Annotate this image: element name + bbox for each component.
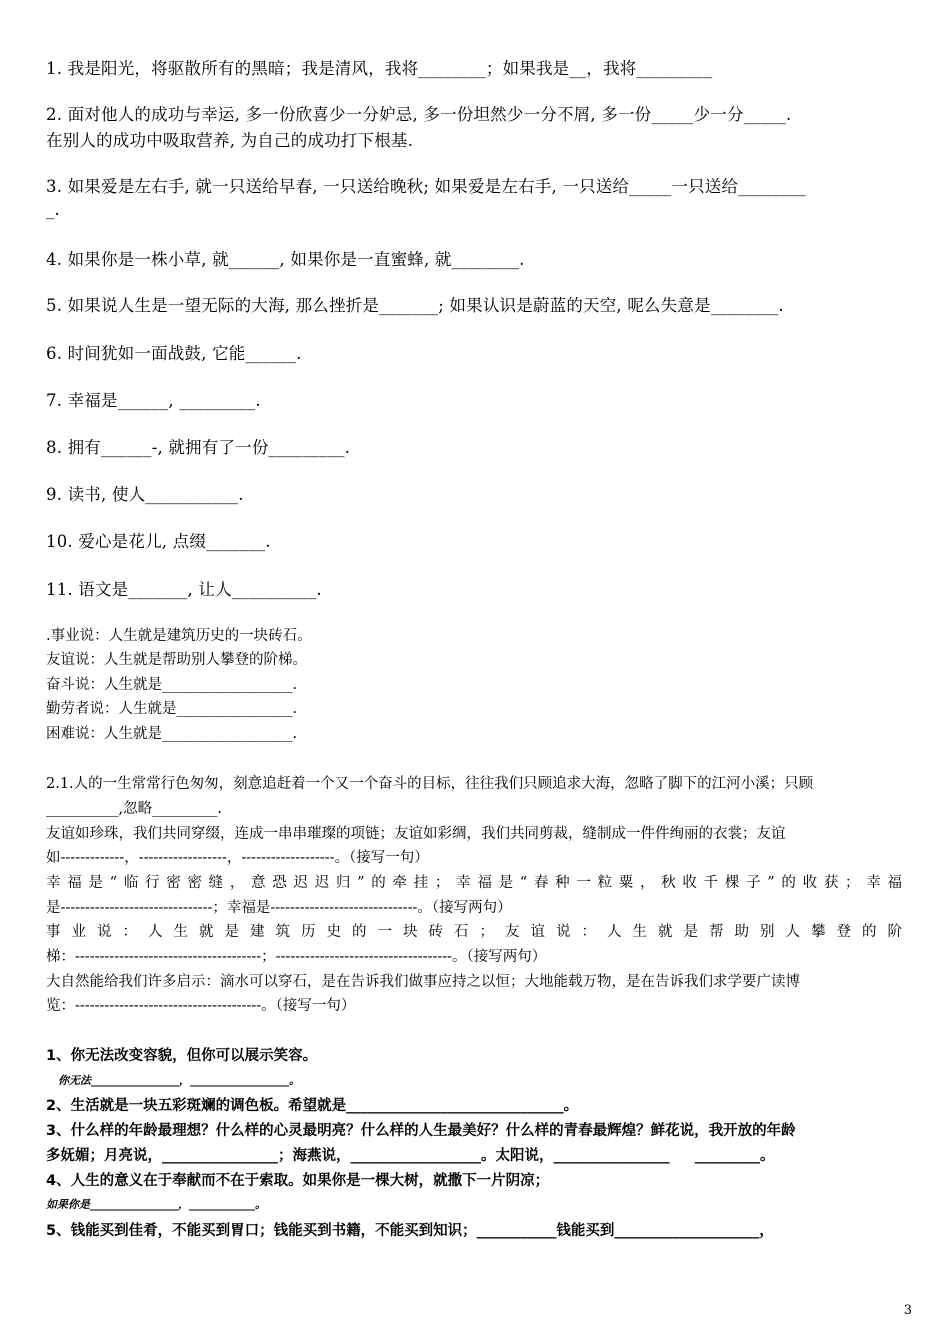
item-4: 4、人生的意义在于奉献而不在于索取。如果你是一棵大树，就撒下一片阴凉； <box>46 1173 550 1189</box>
question-5: 5. 如果说人生是一望无际的大海, 那么挫折是_______; 如果认识是蔚蓝的天空, 呢么失意是________. <box>46 296 784 315</box>
nature-para-cont: 览：--------------------------------------。（接写一句） <box>46 998 356 1014</box>
career-says: .事业说：人生就是建筑历史的一块砖石。 <box>46 628 312 644</box>
item-2: 2、生活就是一块五彩斑斓的调色板。希望就是______________________________。 <box>46 1098 579 1114</box>
item-4-answer-line: 如果你是________________，____________。 <box>46 1198 266 1211</box>
question-7: 7. 幸福是______, _________. <box>46 391 261 410</box>
question-2: 2. 面对他人的成功与幸运, 多一份欣喜少一分妒忌, 多一份坦然少一分不屑, 多一份_____少一分_____. <box>46 105 792 124</box>
career-para-cont: 梯：--------------------------------------；------------------------------------。（接写两句） <box>46 949 547 965</box>
item-5: 5、钱能买到佳肴，不能买到胃口；钱能买到书籍，不能买到知识；___________钱能买到____________________， <box>46 1223 774 1239</box>
item-1: 1、你无法改变容貌，但你可以展示笑容。 <box>46 1048 318 1064</box>
item-3: 3、什么样的年龄最理想？什么样的心灵最明亮？什么样的人生最美好？什么样的青春最辉煌？鲜花说，我开放的年龄 <box>46 1123 796 1139</box>
career-para: 事业说：人生就是建筑历史的一块砖石；友谊说：人生就是帮助别人攀登的阶 <box>46 924 902 940</box>
para-2-1-cont: __________,忽略_________. <box>46 801 222 817</box>
nature-para: 大自然能给我们许多启示：滴水可以穿石，是在告诉我们做事应持之以恒；大地能载万物，是在告诉我们求学要广读博 <box>46 974 800 990</box>
friendship-para: 友谊如珍珠，我们共同穿缀，连成一串串璀璨的项链；友谊如彩绸，我们共同剪裁，缝制成一件件绚丽的衣裳；友谊 <box>46 826 786 842</box>
question-6: 6. 时间犹如一面战鼓, 它能______. <box>46 344 302 363</box>
question-9: 9. 读书, 使人___________. <box>46 485 244 504</box>
question-11: 11. 语文是_______, 让人__________. <box>46 580 322 599</box>
friendship-para-cont: 如-------------，------------------，-------------------。（接写一句） <box>46 850 429 866</box>
happiness-para-cont: 是-------------------------------；幸福是------------------------------。（接写两句） <box>46 900 512 916</box>
worker-says: 勤劳者说：人生就是________________. <box>46 701 298 717</box>
difficulty-says: 困难说：人生就是__________________. <box>46 726 298 742</box>
question-2-cont: 在别人的成功中吸取营养, 为自己的成功打下根基. <box>46 131 414 150</box>
item-3-cont: 多妩媚；月亮说，________________；海燕说，__________________。太阳说，________________ _________。 <box>46 1148 775 1164</box>
friendship-says: 友谊说：人生就是帮助别人攀登的阶梯。 <box>46 652 307 668</box>
question-4: 4. 如果你是一株小草, 就______, 如果你是一直蜜蜂, 就________. <box>46 250 525 269</box>
struggle-says: 奋斗说：人生就是__________________. <box>46 677 298 693</box>
question-3-cont: _. <box>46 200 60 219</box>
question-10: 10. 爱心是花儿, 点缀_______. <box>46 532 271 551</box>
item-1-answer-line: 你无法________________，__________________。 <box>58 1074 300 1087</box>
happiness-para: 幸福是“临行密密缝，意恐迟迟归”的牵挂；幸福是“春种一粒粟，秋收千棵子”的收获；幸福 <box>46 875 902 891</box>
para-2-1: 2.1.人的一生常常行色匆匆，刻意追赶着一个又一个奋斗的目标，往往我们只顾追求大海，忽略了脚下的江河小溪；只顾 <box>46 776 814 792</box>
question-8: 8. 拥有______-, 就拥有了一份_________. <box>46 438 351 457</box>
page-number: 3 <box>903 1303 912 1318</box>
question-1: 1. 我是阳光，将驱散所有的黑暗；我是清风，我将________；如果我是__，我将_________ <box>46 59 713 78</box>
question-3: 3. 如果爱是左右手, 就一只送给早春, 一只送给晚秋; 如果爱是左右手, 一只送给_____一只送给________ <box>46 177 806 196</box>
